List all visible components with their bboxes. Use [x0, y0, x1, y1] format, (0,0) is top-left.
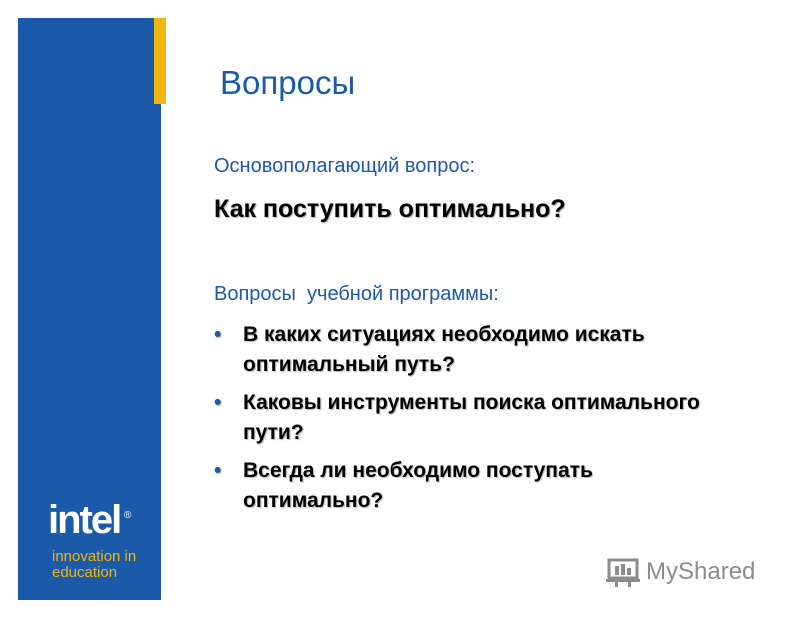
accent-bar — [154, 18, 166, 104]
curriculum-questions-label: Вопросы учебной программы: — [214, 283, 499, 305]
registered-mark: ® — [124, 510, 132, 521]
tagline — [52, 549, 152, 581]
list-item-text: В каких ситуациях необходимо искать оптимальный путь? — [243, 323, 645, 376]
slide-title: Вопросы — [220, 64, 356, 101]
essential-question-label: Основополагающий вопрос: — [214, 155, 476, 177]
intel-logo-text: intel — [48, 498, 121, 542]
bullet-icon: • — [214, 323, 222, 346]
list-item — [214, 320, 734, 380]
list-item-text: Всегда ли необходимо поступать оптимально? — [243, 459, 593, 512]
intel-logo — [48, 500, 138, 548]
presentation-board-icon — [606, 557, 640, 587]
list-item-text: Каковы инструменты поиска оптимального пути? — [243, 391, 700, 444]
tagline-line-1: innovation in — [52, 548, 137, 565]
list-item — [214, 456, 734, 516]
watermark-text: MyShared — [646, 558, 756, 585]
bullet-icon: • — [214, 459, 222, 482]
essential-question: Как поступить оптимально? — [214, 195, 566, 223]
list-item — [214, 388, 734, 448]
watermark — [606, 554, 755, 590]
tagline-line-2: education — [52, 564, 118, 581]
bullet-icon: • — [214, 391, 222, 414]
curriculum-questions-list — [214, 320, 734, 524]
